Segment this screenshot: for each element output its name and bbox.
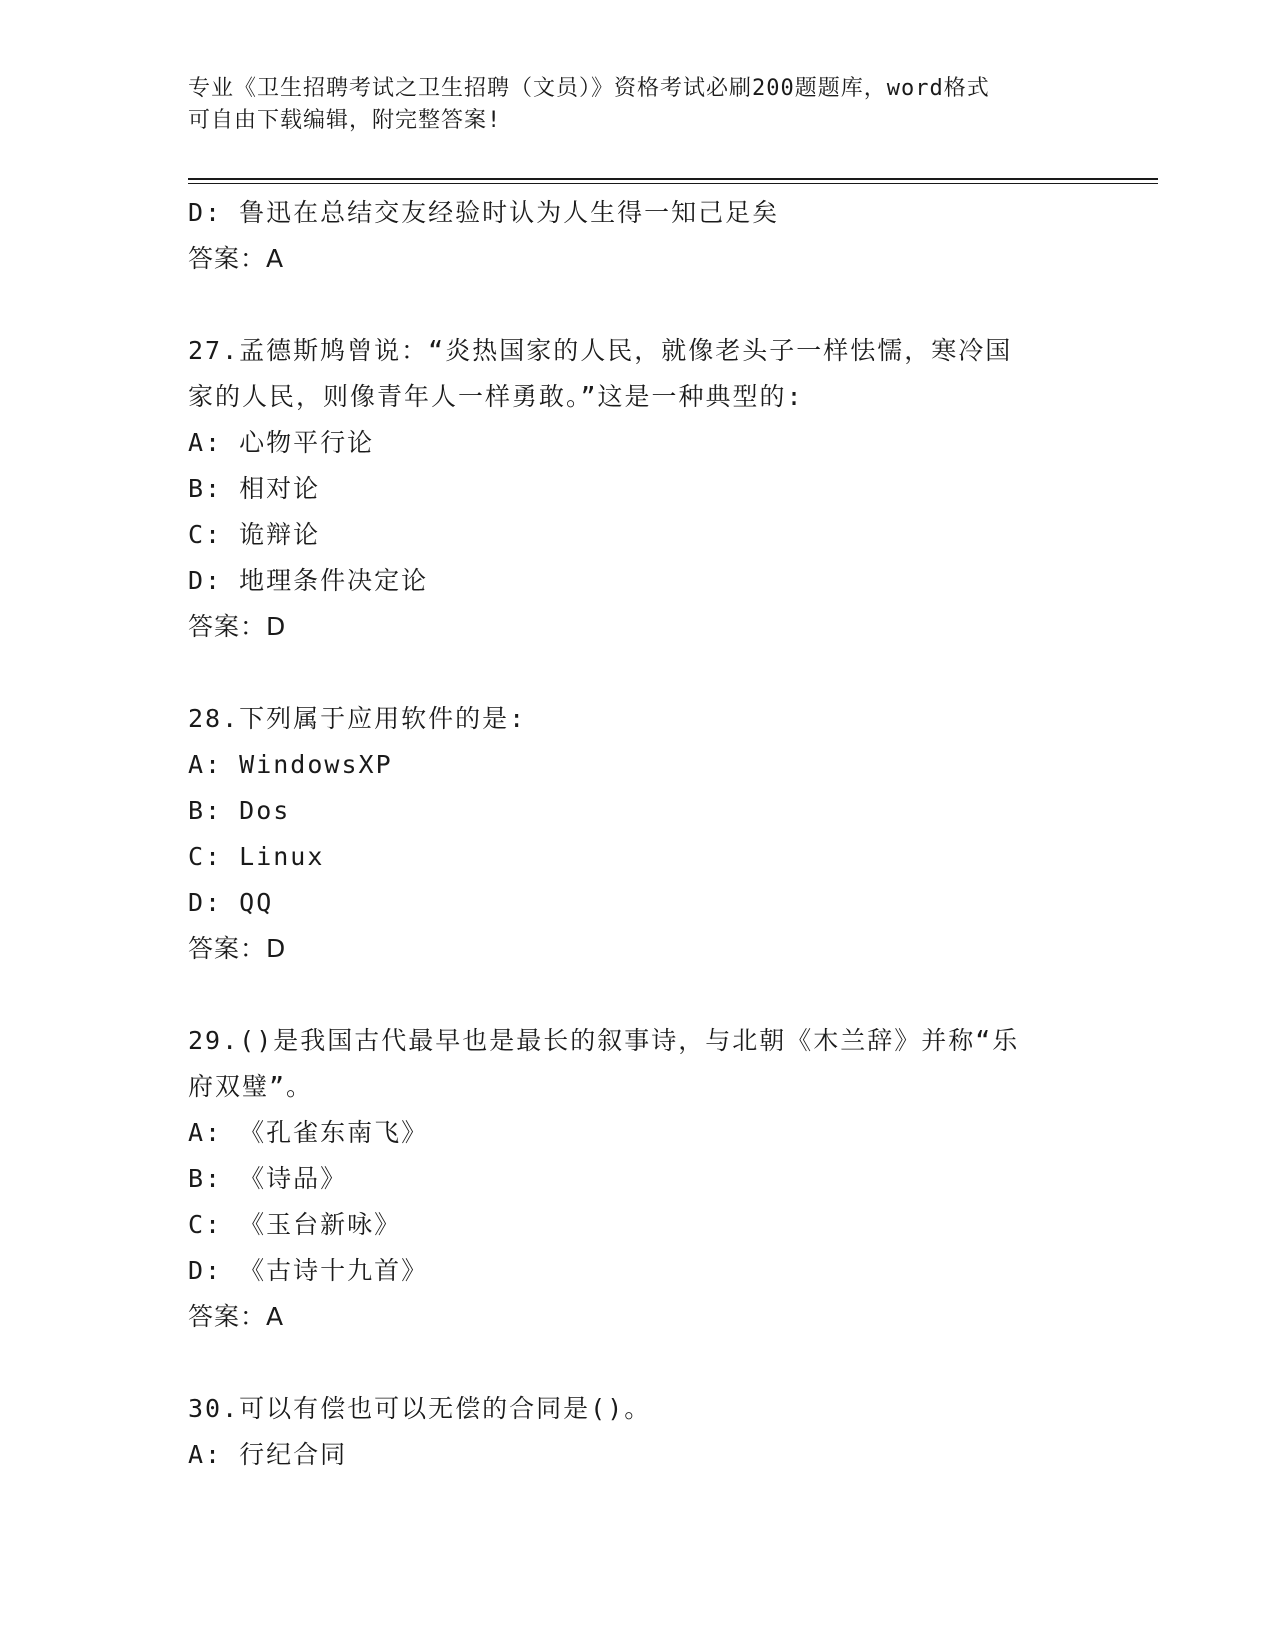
header-line-1: 专业《卫生招聘考试之卫生招聘（文员）》资格考试必刷200题题库，word格式 <box>188 76 990 101</box>
option-d: D: 鲁迅在总结交友经验时认为人生得一知己足矣 <box>188 198 780 227</box>
option-a: A: WindowsXP <box>188 750 393 779</box>
option-a: A: 行纪合同 <box>188 1440 348 1469</box>
option-b: B: 相对论 <box>188 474 321 503</box>
question-list <box>188 190 1088 1478</box>
page-header <box>188 73 1088 137</box>
question-text-continued: 家的人民，则像青年人一样勇敢。”这是一种典型的: <box>188 382 804 411</box>
answer-line: 答案：A <box>188 244 285 273</box>
question-text: 30.可以有偿也可以无偿的合同是()。 <box>188 1394 652 1423</box>
spacer <box>188 972 1088 1018</box>
question-block-28 <box>188 696 1088 972</box>
option-c: C: Linux <box>188 842 325 871</box>
option-c: C: 《玉台新咏》 <box>188 1210 402 1239</box>
option-c: C: 诡辩论 <box>188 520 321 549</box>
spacer <box>188 282 1088 328</box>
option-b: B: Dos <box>188 796 291 825</box>
question-block-27 <box>188 328 1088 650</box>
spacer <box>188 650 1088 696</box>
option-a: A: 《孔雀东南飞》 <box>188 1118 429 1147</box>
answer-line: 答案：D <box>188 612 287 641</box>
option-d: D: 《古诗十九首》 <box>188 1256 429 1285</box>
header-line-2: 可自由下载编辑，附完整答案! <box>188 108 502 133</box>
question-text: 29.()是我国古代最早也是最长的叙事诗，与北朝《木兰辞》并称“乐 <box>188 1026 1020 1055</box>
question-text: 28.下列属于应用软件的是: <box>188 704 527 733</box>
option-b: B: 《诗品》 <box>188 1164 348 1193</box>
option-d: D: QQ <box>188 888 274 917</box>
option-a: A: 心物平行论 <box>188 428 375 457</box>
question-text: 27.孟德斯鸠曾说：“炎热国家的人民，就像老头子一样怯懦，寒冷国 <box>188 336 1013 365</box>
question-block-26 <box>188 190 1088 282</box>
spacer <box>188 1340 1088 1386</box>
answer-line: 答案：D <box>188 934 287 963</box>
question-block-30 <box>188 1386 1088 1478</box>
option-d: D: 地理条件决定论 <box>188 566 429 595</box>
question-text-continued: 府双璧”。 <box>188 1072 314 1101</box>
header-divider-thin <box>188 183 1158 184</box>
question-block-29 <box>188 1018 1088 1340</box>
header-divider-thick <box>188 178 1158 180</box>
answer-line: 答案：A <box>188 1302 285 1331</box>
